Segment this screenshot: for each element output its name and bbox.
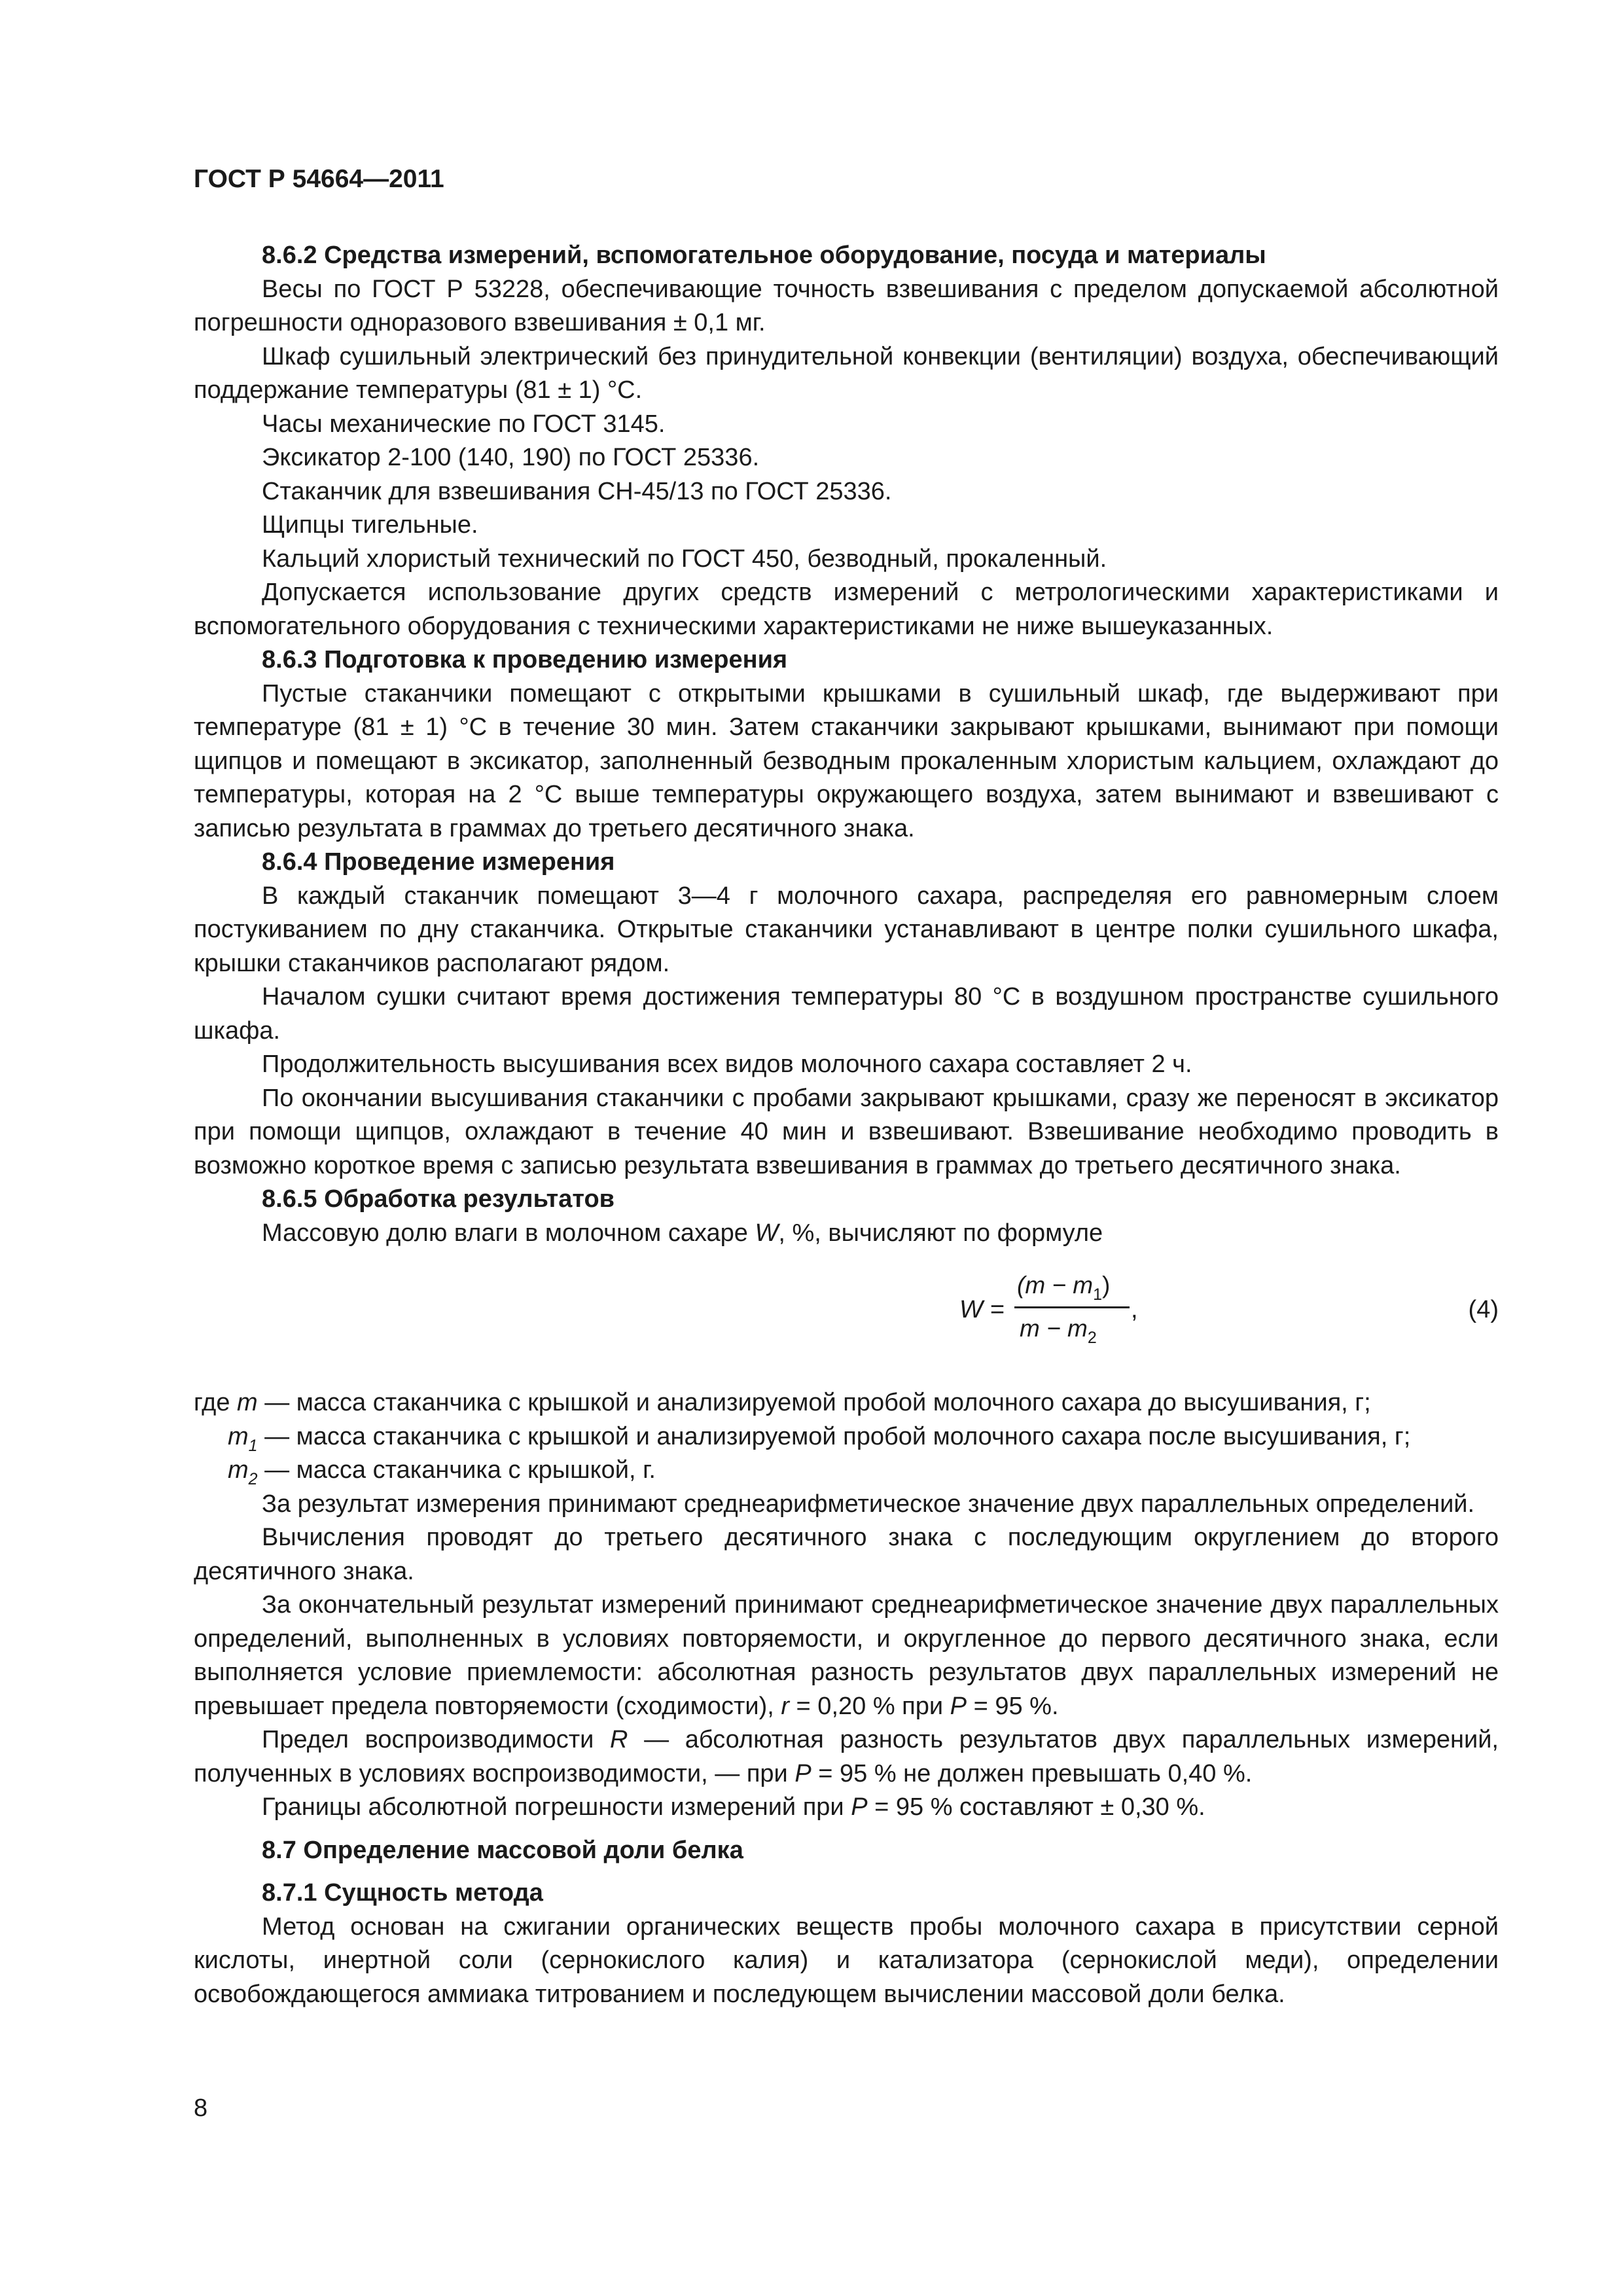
formula-intro-text: Массовую долю влаги в молочном сахаре bbox=[262, 1219, 755, 1247]
paragraph: По окончании высушивания стаканчики с пробами закрывают крышками, сразу же переносят в эксикатор при помощи щипцов, охлаждают в течение 40 мин и взвешивают. Взвешивание необходимо проводить в возможно короткое время с записью результата взвешивания в граммах до третьего десятичного знака. bbox=[194, 1084, 1499, 1179]
where-text: — масса стаканчика с крышкой, г. bbox=[257, 1456, 656, 1484]
fraction-line bbox=[1014, 1306, 1130, 1308]
equation-number: (4) bbox=[1468, 1296, 1499, 1323]
paragraph: Эксикатор 2-100 (140, 190) по ГОСТ 25336. bbox=[262, 444, 760, 471]
where-subscript: 1 bbox=[248, 1436, 258, 1455]
numerator-close: ) bbox=[1102, 1272, 1111, 1299]
variable-p: P bbox=[851, 1793, 868, 1821]
section-heading-8-6-4: 8.6.4 Проведение измерения bbox=[262, 848, 615, 876]
paragraph: Допускается использование других средств измерений с метрологическими характеристиками и вспомогательного оборудования с техническими характеристиками не ниже вышеуказанных. bbox=[194, 579, 1499, 640]
paragraph-text: Границы абсолютной погрешности измерений при bbox=[262, 1793, 851, 1821]
paragraph: Метод основан на сжигании органических веществ пробы молочного сахара в присутствии серной кислоты, инертной соли (сернокислого калия) и катализатора (сернокислой меди), определении освобождающегося аммиака титрованием и последующем вычислении массовой доли белка. bbox=[194, 1912, 1499, 2008]
formula-lhs: W = bbox=[959, 1296, 1005, 1323]
where-variable: m bbox=[228, 1422, 249, 1450]
paragraph: Весы по ГОСТ Р 53228, обеспечивающие точность взвешивания с пределом допускаемой абсолютной погрешности одноразового взвешивания ± 0,1 мг. bbox=[194, 275, 1499, 336]
where-item bbox=[194, 1420, 1499, 1454]
denominator-text: m − m bbox=[1020, 1315, 1088, 1342]
variable-r: r bbox=[781, 1692, 789, 1720]
paragraph: За результат измерения принимают среднеарифметическое значение двух параллельных определений. bbox=[262, 1490, 1475, 1518]
paragraph: Продолжительность высушивания всех видов молочного сахара составляет 2 ч. bbox=[262, 1050, 1192, 1078]
variable-p: P bbox=[794, 1759, 812, 1787]
variable-r-upper: R bbox=[609, 1726, 628, 1753]
formula-comma: , bbox=[1131, 1296, 1138, 1323]
paragraph bbox=[194, 1723, 1499, 1791]
where-variable: m bbox=[237, 1389, 258, 1416]
paragraph: В каждый стаканчик помещают 3—4 г молочного сахара, распределяя его равномерным слоем постукиванием по дну стаканчика. Открытые стаканчики устанавливают в центре полки сушильного шкафа, крышки стаканчиков располагают рядом. bbox=[194, 882, 1499, 977]
where-subscript: 2 bbox=[248, 1470, 258, 1488]
where-text: — масса стаканчика с крышкой и анализируемой пробой молочного сахара после высушивания, г; bbox=[257, 1422, 1411, 1450]
paragraph-text: = 0,20 % при bbox=[789, 1692, 950, 1720]
standard-header: ГОСТ Р 54664—2011 bbox=[194, 165, 444, 193]
section-heading-8-7: 8.7 Определение массовой доли белка bbox=[262, 1836, 743, 1864]
moisture-formula bbox=[194, 1268, 1499, 1373]
section-heading-8-7-1: 8.7.1 Сущность метода bbox=[262, 1879, 543, 1907]
section-heading-8-6-3: 8.6.3 Подготовка к проведению измерения bbox=[262, 646, 788, 673]
paragraph-text: За окончательный результат измерений принимают среднеарифметическое значение двух параллельных определений, выполненных в условиях повторяемости, и округленное до первого десятичного знака, если выполняется условие приемлемости: абсолютная разность результатов двух параллельных измерений не превышает предела повторяемости (сходимости), bbox=[194, 1591, 1499, 1720]
where-text: — масса стаканчика с крышкой и анализируемой пробой молочного сахара до высушивания, г; bbox=[257, 1389, 1371, 1416]
numerator-text: (m − m bbox=[1017, 1272, 1094, 1299]
page-number: 8 bbox=[194, 2094, 208, 2122]
paragraph-text: = 95 % составляют ± 0,30 %. bbox=[867, 1793, 1205, 1821]
paragraph-text: Предел воспроизводимости bbox=[262, 1726, 610, 1753]
numerator-subscript: 1 bbox=[1093, 1285, 1103, 1304]
paragraph: Началом сушки считают время достижения температуры 80 °С в воздушном пространстве сушильного шкафа. bbox=[194, 983, 1499, 1045]
formula-denominator bbox=[1020, 1312, 1097, 1346]
paragraph-text: = 95 % не должен превышать 0,40 %. bbox=[811, 1759, 1253, 1787]
paragraph-text: — абсолютная разность результатов двух параллельных измерений, полученных в условиях воспроизводимости, — при bbox=[194, 1726, 1499, 1787]
paragraph bbox=[194, 1588, 1499, 1723]
where-prefix: где bbox=[194, 1389, 238, 1416]
formula-intro-variable: W bbox=[755, 1219, 779, 1247]
paragraph: Шкаф сушильный электрический без принудительной конвекции (вентиляции) воздуха, обеспечивающий поддержание температуры (81 ± 1) °С. bbox=[194, 342, 1499, 404]
paragraph: Кальций хлористый технический по ГОСТ 450, безводный, прокаленный. bbox=[262, 545, 1107, 573]
denominator-subscript: 2 bbox=[1087, 1329, 1097, 1347]
section-heading-8-6-5: 8.6.5 Обработка результатов bbox=[262, 1185, 615, 1213]
where-variable: m bbox=[228, 1456, 249, 1484]
section-heading-8-6-2: 8.6.2 Средства измерений, вспомогательное оборудование, посуда и материалы bbox=[262, 242, 1266, 269]
formula-intro bbox=[194, 1217, 1499, 1251]
formula-intro-text-end: , %, вычисляют по формуле bbox=[778, 1219, 1103, 1247]
document-body bbox=[194, 239, 1499, 2011]
paragraph: Пустые стаканчики помещают с открытыми крышками в сушильный шкаф, где выдерживают при температуре (81 ± 1) °С в течение 30 мин. Затем стаканчики закрывают крышками, вынимают при помощи щипцов и помещают в эксикатор, заполненный безводным прокаленным хлористым кальцием, охлаждают до температуры, которая на 2 °С выше температуры окружающего воздуха, затем вынимают и взвешивают с записью результата в граммах до третьего десятичного знака. bbox=[194, 679, 1499, 842]
variable-p: P bbox=[950, 1692, 967, 1720]
where-item bbox=[194, 1454, 1499, 1488]
paragraph: Часы механические по ГОСТ 3145. bbox=[262, 410, 666, 438]
where-item bbox=[194, 1386, 1499, 1420]
paragraph-text: = 95 %. bbox=[967, 1692, 1059, 1720]
paragraph: Щипцы тигельные. bbox=[262, 511, 478, 539]
paragraph bbox=[194, 1791, 1499, 1825]
formula-numerator bbox=[1017, 1268, 1110, 1302]
paragraph: Стаканчик для взвешивания СН-45/13 по ГОСТ 25336. bbox=[262, 477, 892, 505]
paragraph: Вычисления проводят до третьего десятичного знака с последующим округлением до второго десятичного знака. bbox=[194, 1524, 1499, 1585]
